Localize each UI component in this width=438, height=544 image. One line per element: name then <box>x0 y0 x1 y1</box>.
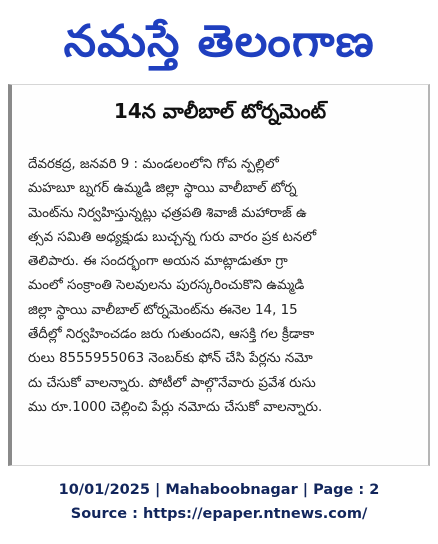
article-body <box>28 153 418 420</box>
article-line: మంలో సంక్రాంతి సెలవులను పురస్కరించుకొని ఉమ్మడి <box>28 278 305 294</box>
article-line: దు చేసుకో వాలన్నారు. పోటీలో పాల్గొనేవారు ప్రవేశ రుసు <box>28 375 316 391</box>
source-footer <box>0 478 438 526</box>
article-line: మహబూ బ్నగర్ ఉమ్మడి జిల్లా స్థాయి వాలీబాల్ టోర్న <box>28 181 297 197</box>
edition-info: 10/01/2025 | Mahaboobnagar | Page : 2 <box>58 482 380 498</box>
source-url: Source : https://epaper.ntnews.com/ <box>70 506 368 522</box>
article-line: రులు 8555955063 నెంబర్‌కు ఫోన్ చేసి పేర్లను నమో <box>28 351 313 367</box>
article-line: దేవరకద్ర, జనవరి 9 : మండలంలోని గోప న్పల్లిలో <box>28 157 279 172</box>
masthead <box>0 0 438 84</box>
newspaper-logo: నమస్తే తెలంగాణ <box>63 16 375 67</box>
article-line: తెలిపారు. ఈ సందర్భంగా అయన మాట్లాడుతూ గ్రా <box>28 254 288 270</box>
article-line: జిల్లా స్థాయి వాలీబాల్ టోర్నమెంట్‌ను ఈనెల 14, 15 <box>28 302 298 318</box>
article-line: త్సవ సమితి అధ్యక్షుడు బుచ్చన్న గురు వారం ప్రక టనలో <box>28 229 317 245</box>
article-line: ము రూ.1000 చెల్లించి పేర్లు నమోదు చేసుకో వాలన్నారు. <box>28 399 323 415</box>
article-line: తేదీల్లో నిర్వహించడం జరు గుతుందని, ఆసక్తి గల క్రీడాకా <box>28 327 315 343</box>
news-clipping <box>8 84 430 466</box>
article-line: మెంట్‌ను నిర్వహిస్తున్నట్లు ఛత్రపతి శివాజీ మహారాజ్ ఉ <box>28 205 307 221</box>
article-headline: 14న వాలీబాల్ టోర్నమెంట్ <box>113 99 327 123</box>
